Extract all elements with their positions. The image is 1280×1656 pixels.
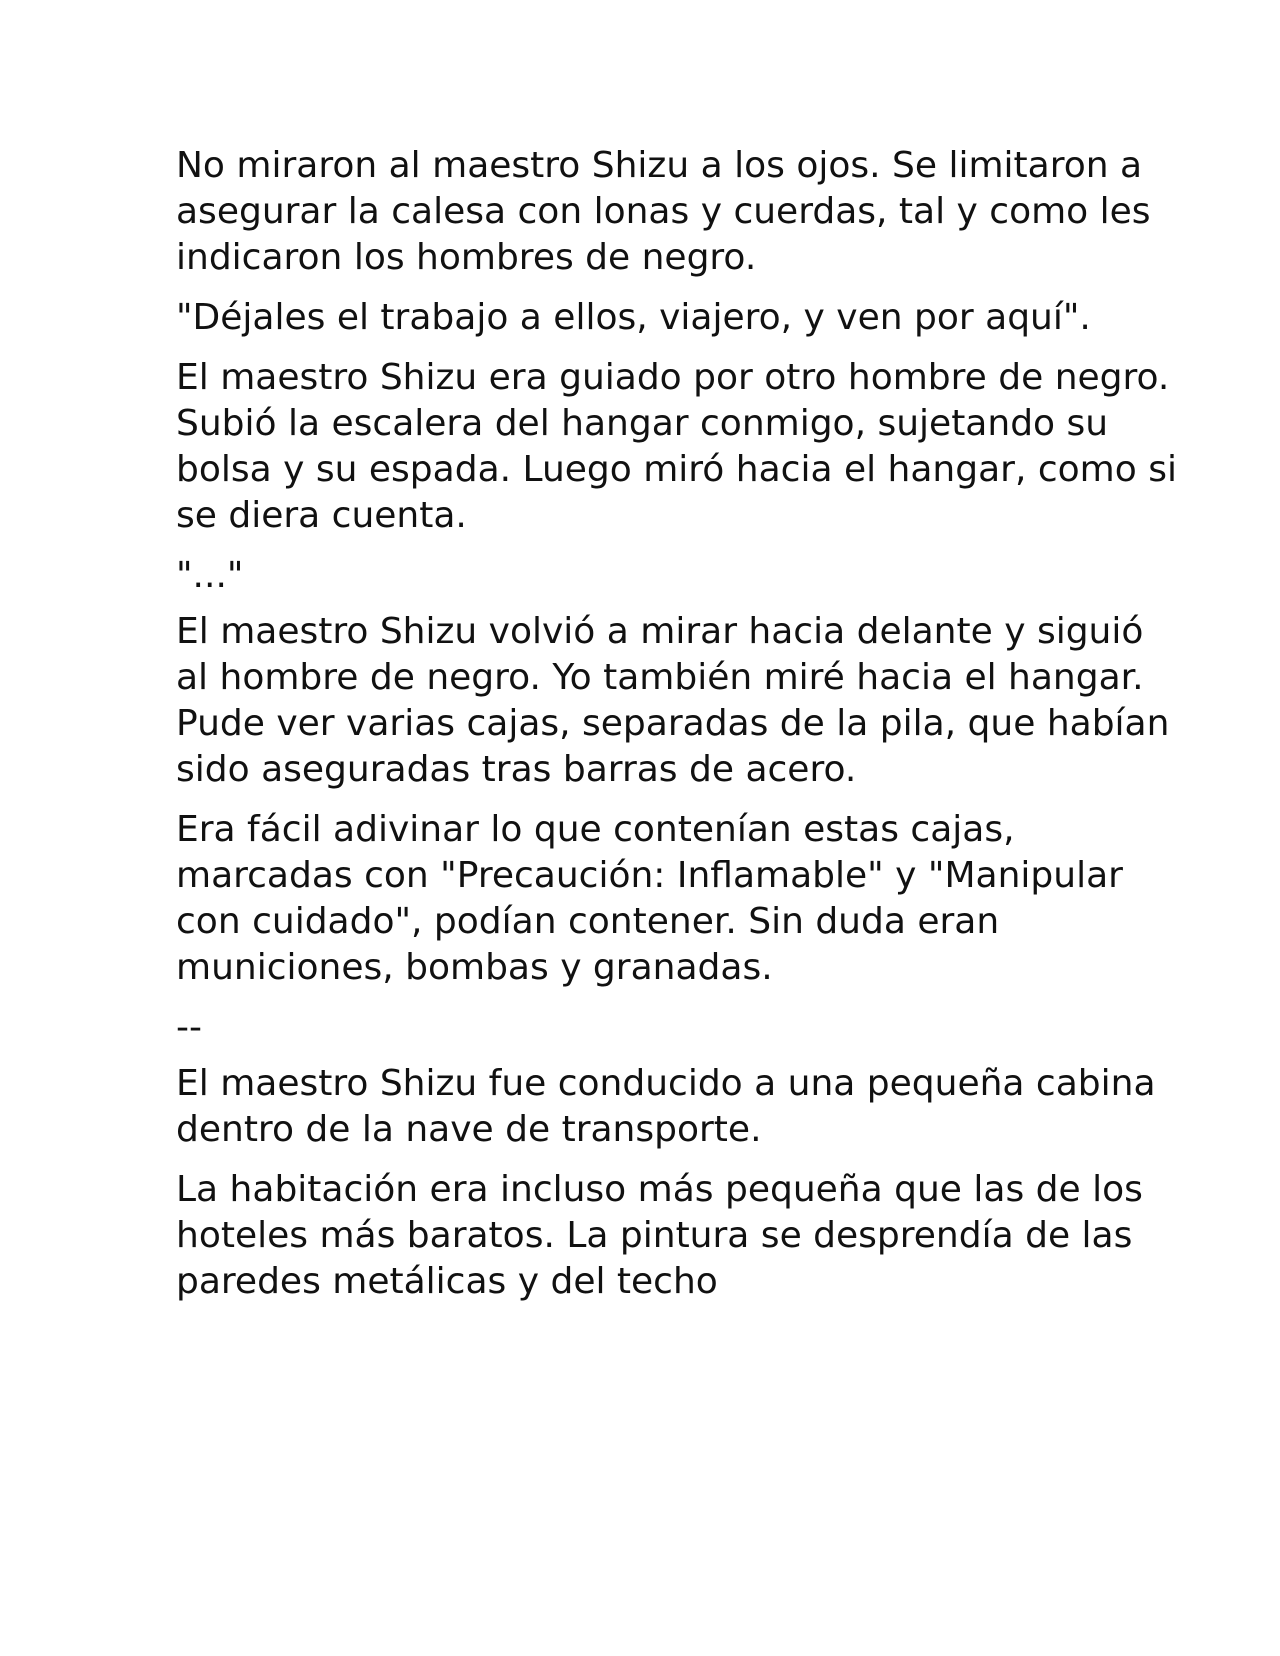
- paragraph-6: Era fácil adivinar lo que contenían estas cajas, marcadas con "Precaución: Inflamable" y "Manipular con cuidado", podían contener. Sin duda eran municiones, bombas y granadas.: [176, 809, 1123, 988]
- paragraph-4: "...": [176, 555, 244, 596]
- paragraph-5: El maestro Shizu volvió a mirar hacia delante y siguió al hombre de negro. Yo también miré hacia el hangar. Pude ver varias cajas, separadas de la pila, que habían sido aseguradas tras barras de acero.: [176, 611, 1170, 790]
- paragraph-2: "Déjales el trabajo a ellos, viajero, y ven por aquí".: [176, 297, 1091, 338]
- paragraph-8: La habitación era incluso más pequeña que las de los hoteles más baratos. La pintura se desprendía de las paredes metálicas y del techo: [176, 1169, 1143, 1302]
- section-separator: --: [176, 1007, 202, 1048]
- paragraph-7: El maestro Shizu fue conducido a una pequeña cabina dentro de la nave de transporte.: [176, 1063, 1156, 1150]
- paragraph-1: No miraron al maestro Shizu a los ojos. Se limitaron a asegurar la calesa con lonas y cuerdas, tal y como les indicaron los hombres de negro.: [176, 145, 1151, 278]
- paragraph-3: El maestro Shizu era guiado por otro hombre de negro. Subió la escalera del hangar conmigo, sujetando su bolsa y su espada. Luego miró hacia el hangar, como si se diera cuenta.: [176, 357, 1177, 536]
- document-page: [176, 143, 1186, 1319]
